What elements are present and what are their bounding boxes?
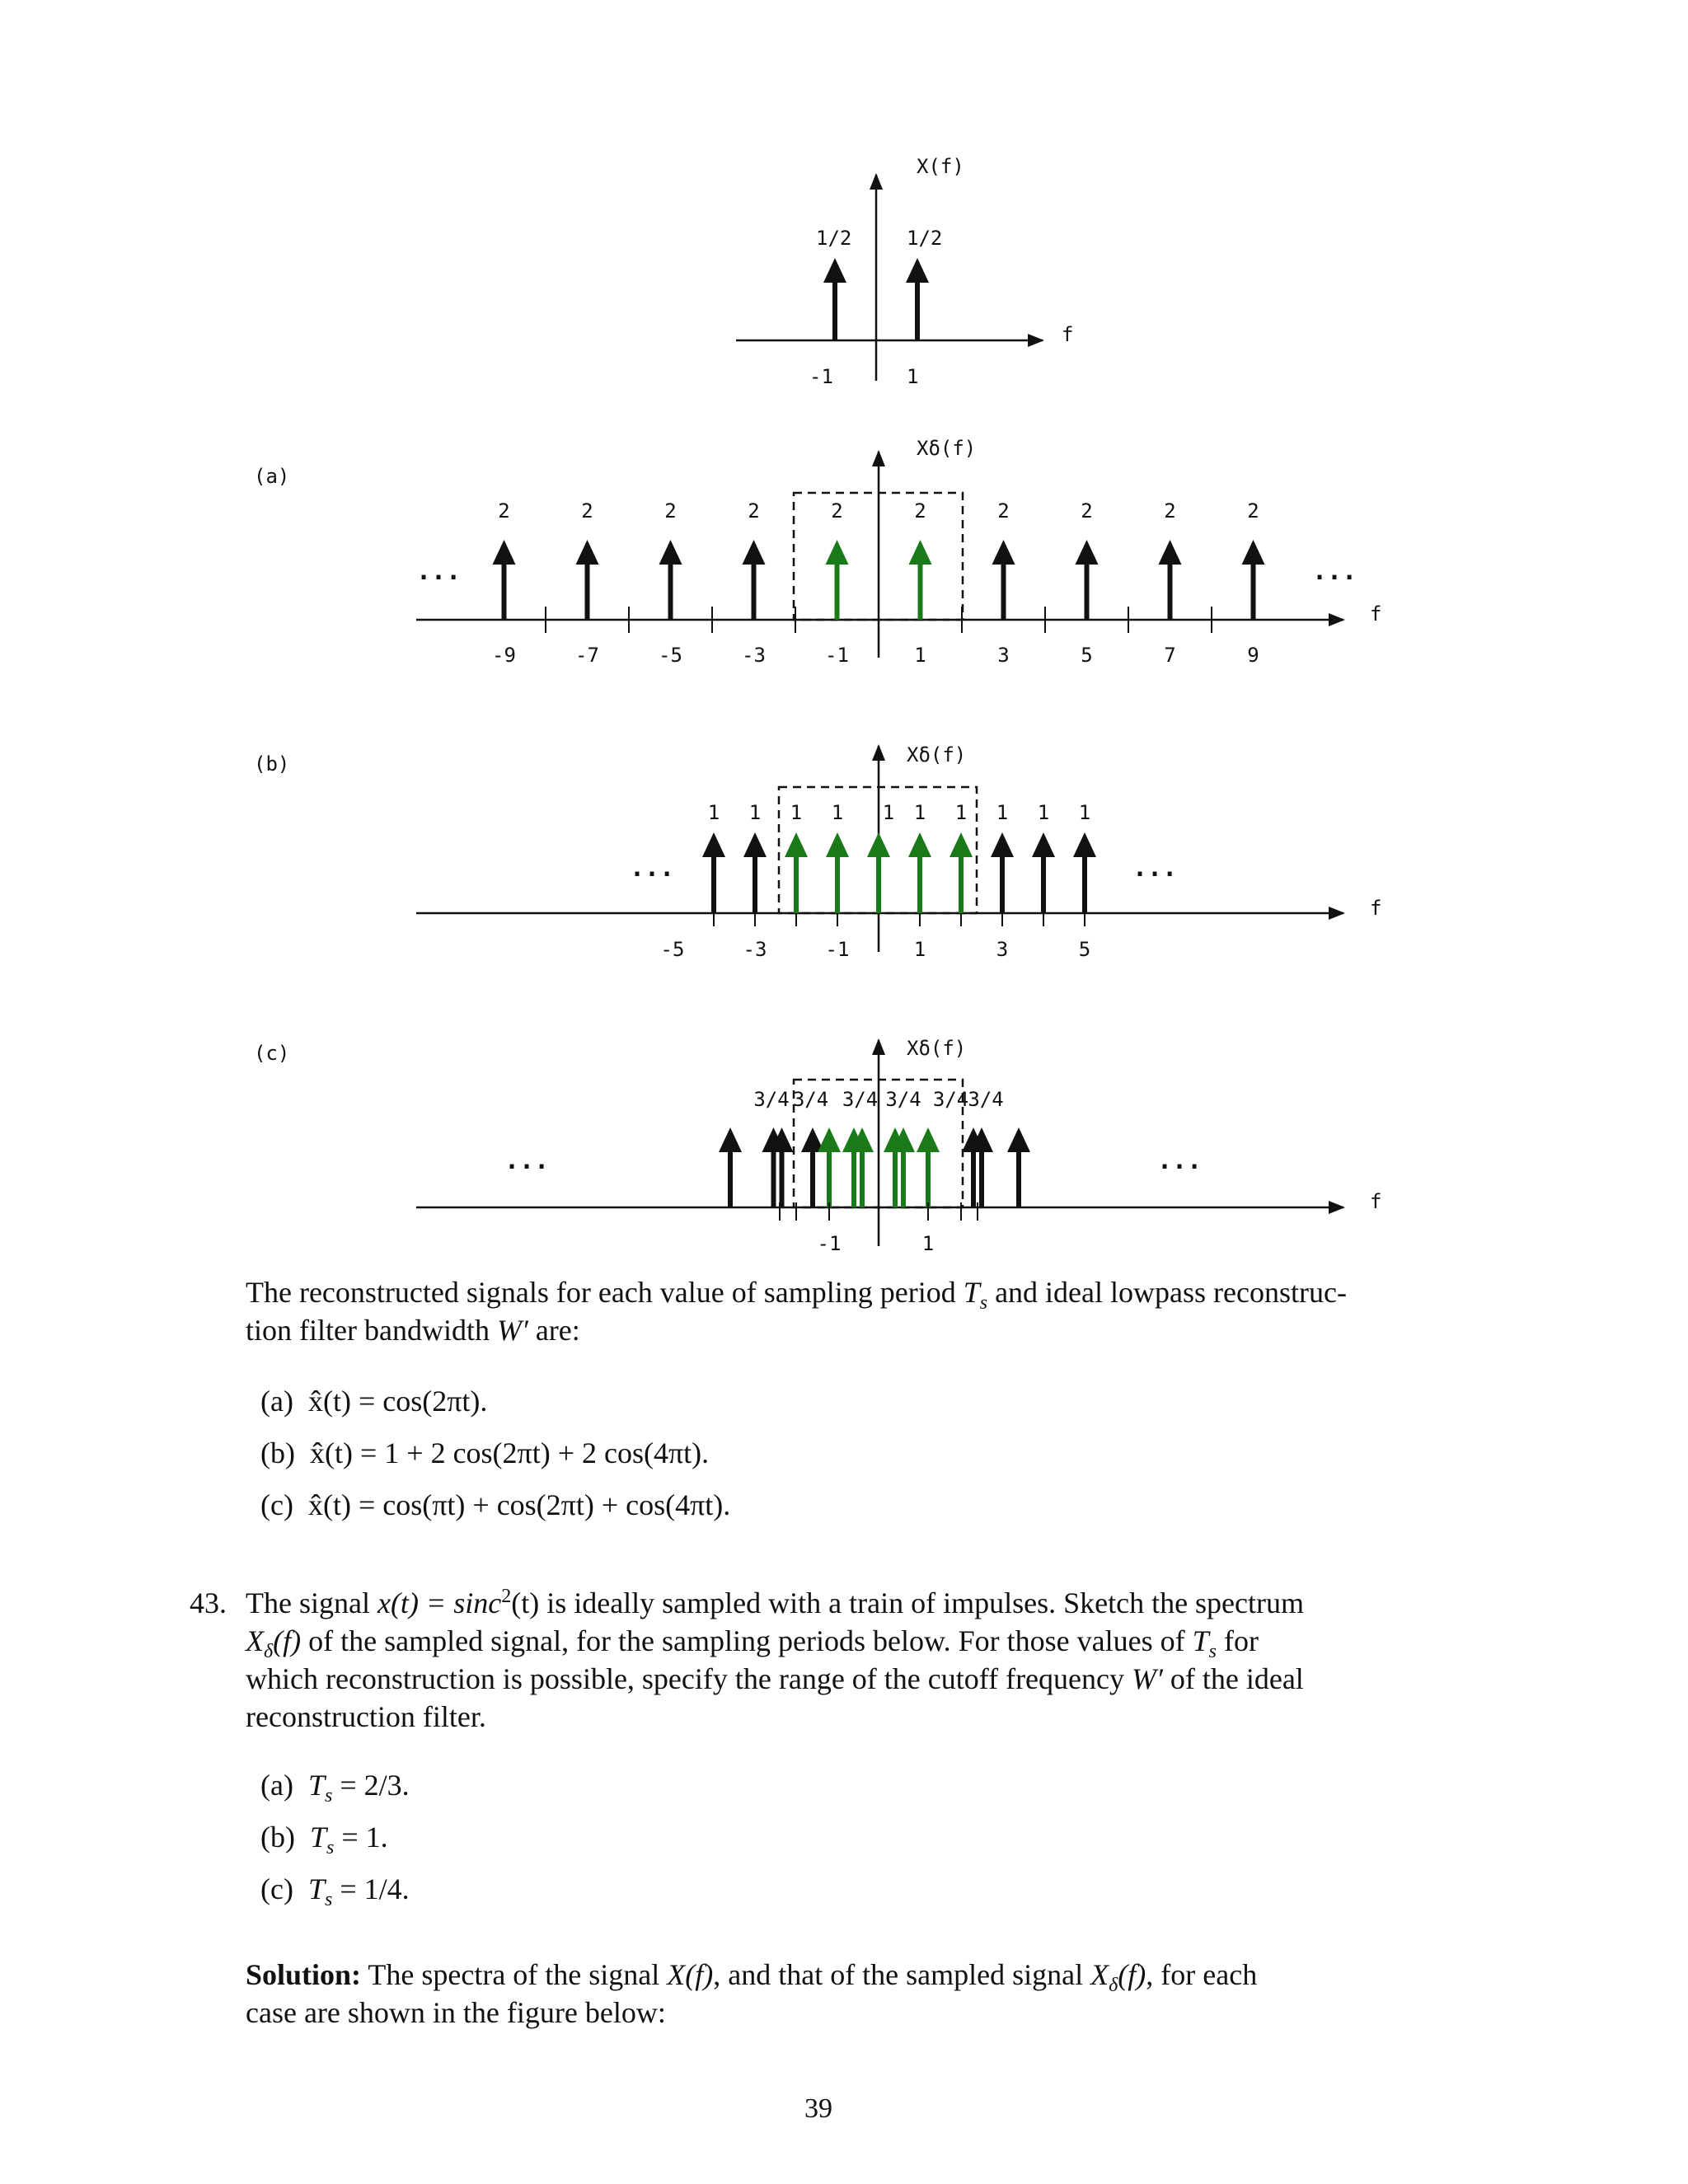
panel-a-tick-label: -9 [492, 644, 516, 667]
top-ylabel: X(f) [917, 155, 964, 178]
panel-b-ellipsis-left: ... [630, 854, 675, 883]
panel-b-tick-label: 5 [1078, 938, 1091, 961]
panel-a-amp-label: 2 [664, 499, 677, 523]
top-impulse-left [823, 258, 846, 340]
top-plot [736, 155, 1073, 388]
panel-b-impulse [867, 832, 890, 913]
question-c: (c) $T_s = 1/4$. [260, 1872, 410, 1911]
recon-a: (a) x̂(t) = cos(2πt). [260, 1385, 488, 1418]
panel-a-impulse [1076, 540, 1099, 620]
panel-c-amp-label: 3/4 [753, 1088, 790, 1111]
panel-c-tick-label: 1 [921, 1232, 935, 1255]
panel-a-amp-label: 2 [831, 499, 843, 523]
question-a: (a) $T_s = 2/3$. [260, 1769, 410, 1807]
panel-a-impulse [992, 540, 1015, 620]
panel-c-impulse [917, 1127, 940, 1207]
top-impulse-right [906, 258, 929, 340]
top-xlabel: f [1062, 323, 1074, 346]
panel-c-amp-label: 3/4 [792, 1088, 829, 1111]
panel-b-ylabel: Xδ(f) [907, 743, 967, 766]
panel-b-impulse [785, 832, 808, 913]
panel-b-impulse [950, 832, 973, 913]
panel-b-amp-label: 1 [954, 801, 968, 824]
panel-b-xlabel: f [1370, 897, 1382, 920]
panel-b-tick-label: -1 [825, 938, 850, 961]
panel-b-amp-label: 1 [996, 801, 1009, 824]
panel-b-impulse [826, 832, 849, 913]
panel-a-tick-label: -5 [659, 644, 682, 667]
panel-b-amp-label: 1 [1037, 801, 1050, 824]
panel-c-impulse [1007, 1127, 1030, 1207]
panel-a-impulse [909, 540, 932, 620]
panel-a-amp-label: 2 [1081, 499, 1093, 523]
panel-a-xlabel: f [1370, 602, 1382, 626]
panel-b-amp-label: 1 [913, 801, 926, 824]
panel-a-amp-label: 2 [748, 499, 760, 523]
panel-a-label: (a) [254, 465, 290, 488]
panel-c-tick-label: -1 [817, 1232, 842, 1255]
panel-a-tick-label: -7 [575, 644, 599, 667]
panel-a-tick-label: 9 [1247, 644, 1259, 667]
panel-b-amp-label: 1 [831, 801, 844, 824]
panel-c-label: (c) [254, 1042, 290, 1065]
panel-b-tick-label: 3 [996, 938, 1009, 961]
recon-c: (c) x̂(t) = cos(πt) + cos(2πt) + cos(4πt). [260, 1488, 731, 1521]
problem-statement: The signal x(t) = sinc$^2$(t) is ideally sampled with a train of impulses. Sketch the spectrum $X_\delta(f)$ of the sampled signal, for the sampling periods below. For those values of $T_s$ for which reconstruction is possible, specify the range of the cutoff frequency W′ of the ideal reconstruction filter. [246, 1586, 1305, 1733]
panel-a-tick-label: 3 [997, 644, 1010, 667]
panel-a-impulse [493, 540, 516, 620]
panel-c-impulse [801, 1127, 824, 1207]
panel-b-amp-label: 1 [1078, 801, 1091, 824]
panel-c-ellipsis-right: ... [1157, 1146, 1203, 1175]
panel-a-tick-label: -3 [742, 644, 766, 667]
panel-a-tick-label: 7 [1164, 644, 1176, 667]
panel-a-impulse [659, 540, 682, 620]
panel-a-impulse [743, 540, 766, 620]
panel-c-xlabel: f [1370, 1190, 1382, 1213]
panel-a-amp-label: 2 [498, 499, 510, 523]
panel-b-tick-label: -5 [660, 938, 685, 961]
top-tick-right: 1 [907, 365, 919, 388]
top-amp-left: 1/2 [816, 227, 852, 250]
page-number: 39 [804, 2093, 832, 2124]
panel-a-tick-label: 5 [1081, 644, 1093, 667]
panel-a-ellipsis-left: ... [416, 557, 462, 586]
panel-b-amp-label: 1 [748, 801, 762, 824]
panel-b-impulse [1073, 832, 1096, 913]
panel-a-impulse [826, 540, 849, 620]
recon-intro: The reconstructed signals for each value of sampling period $T_s$ and ideal lowpass reconstruc- tion filter bandwidth W′ are: [246, 1276, 1347, 1347]
panel-b-impulse [1032, 832, 1055, 913]
panel-c-ylabel: Xδ(f) [907, 1037, 967, 1060]
panel-b-amp-label: 1 [882, 801, 895, 824]
panel-a-ylabel: Xδ(f) [917, 437, 977, 460]
panel-c-amp-label: 3/4 [932, 1088, 969, 1111]
panel-c-amp-label: 3/4 [885, 1088, 921, 1111]
panel-b [254, 743, 1381, 961]
panel-b-impulse [743, 832, 767, 913]
problem-number: 43. [190, 1586, 227, 1619]
question-b: (b) $T_s = 1$. [260, 1821, 388, 1859]
panel-b-ellipsis-right: ... [1132, 854, 1178, 883]
panel-a [254, 437, 1381, 667]
panel-b-impulse [991, 832, 1014, 913]
panel-a-impulse [1242, 540, 1265, 620]
panel-a-impulse [1159, 540, 1182, 620]
panel-c-ellipsis-left: ... [504, 1146, 550, 1175]
panel-c-impulse [818, 1127, 841, 1207]
panel-a-amp-label: 2 [914, 499, 926, 523]
panel-a-amp-label: 2 [581, 499, 593, 523]
recon-b: (b) x̂(t) = 1 + 2 cos(2πt) + 2 cos(4πt). [260, 1436, 710, 1469]
panel-c-impulse [719, 1127, 742, 1207]
panel-b-impulse [702, 832, 725, 913]
panel-a-amp-label: 2 [997, 499, 1010, 523]
panel-c-amp-label: 3/4 [968, 1088, 1004, 1111]
panel-a-impulse [576, 540, 599, 620]
top-tick-left: -1 [809, 365, 833, 388]
panel-c [254, 1037, 1381, 1255]
panel-b-amp-label: 1 [707, 801, 720, 824]
panel-a-amp-label: 2 [1247, 499, 1259, 523]
panel-b-label: (b) [254, 752, 290, 776]
panel-b-amp-label: 1 [790, 801, 803, 824]
panel-a-tick-label: 1 [914, 644, 926, 667]
panel-a-amp-label: 2 [1164, 499, 1176, 523]
panel-b-tick-label: -3 [743, 938, 767, 961]
panel-a-tick-label: -1 [825, 644, 849, 667]
panel-a-ellipsis-right: ... [1312, 557, 1357, 586]
panel-b-tick-label: 1 [913, 938, 926, 961]
top-amp-right: 1/2 [907, 227, 943, 250]
panel-b-impulse [908, 832, 931, 913]
panel-c-amp-label: 3/4 [842, 1088, 879, 1111]
solution: Solution: The spectra of the signal X(f), and that of the sampled signal $X_\delta(f)$, for each case are shown in the figure below: [246, 1958, 1258, 2029]
